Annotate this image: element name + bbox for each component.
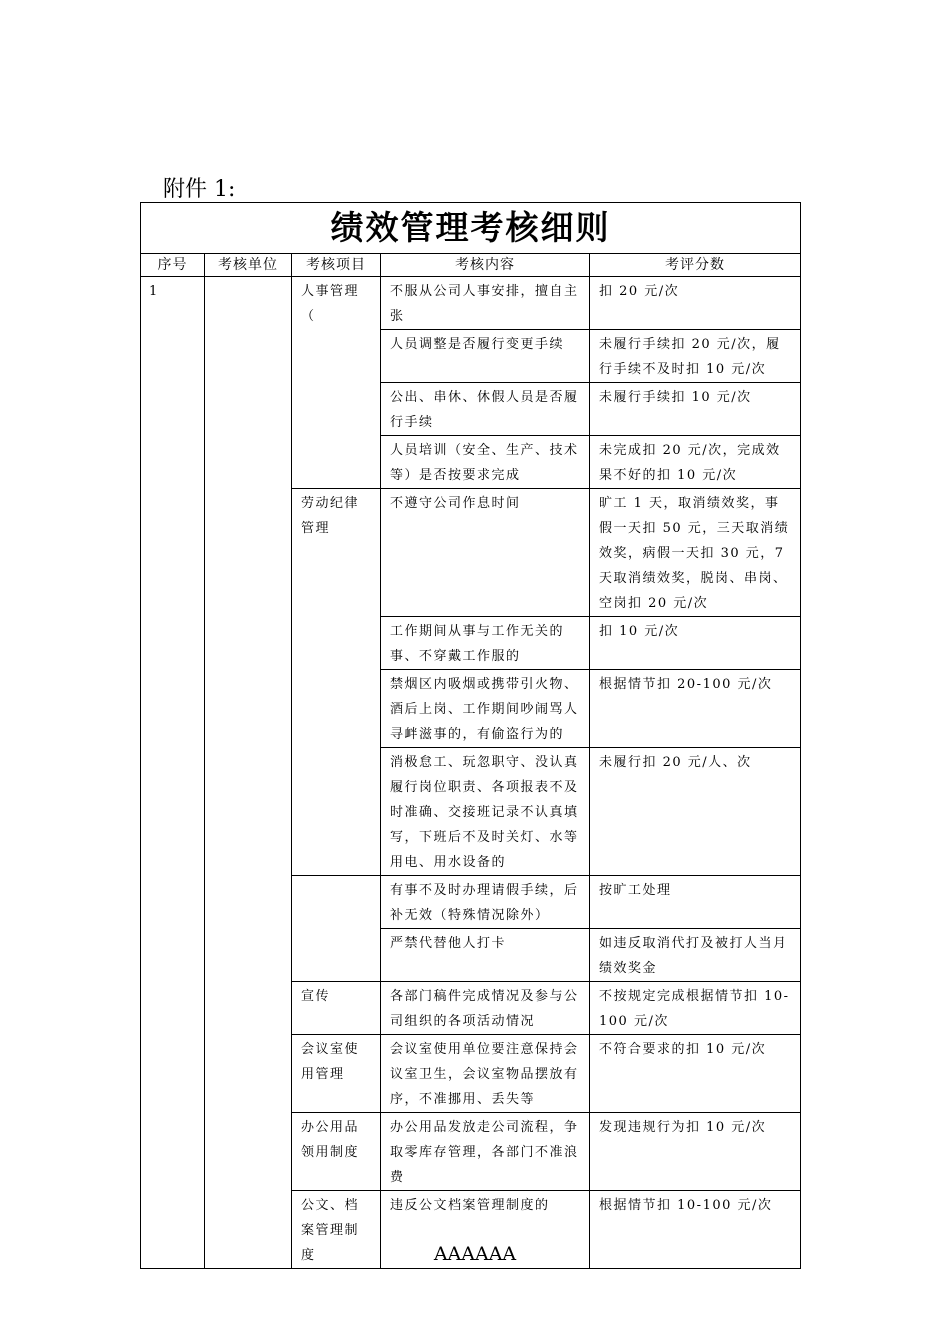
score-cell: 不符合要求的扣 10 元/次 xyxy=(590,1035,801,1113)
content-cell: 工作期间从事与工作无关的事、不穿戴工作服的 xyxy=(381,617,590,670)
content-cell: 人员培训（安全、生产、技术等）是否按要求完成 xyxy=(381,436,590,489)
score-cell: 未履行手续扣 20 元/次，履行手续不及时扣 10 元/次 xyxy=(590,330,801,383)
header-content: 考核内容 xyxy=(381,254,590,277)
score-cell: 未履行手续扣 10 元/次 xyxy=(590,383,801,436)
score-cell: 根据情节扣 10-100 元/次 xyxy=(590,1191,801,1269)
content-cell: 不遵守公司作息时间 xyxy=(381,489,590,617)
score-cell: 不按规定完成根据情节扣 10-100 元/次 xyxy=(590,982,801,1035)
item-cell: 公文、档案管理制度 xyxy=(292,1191,381,1269)
header-seq: 序号 xyxy=(141,254,205,277)
attachment-label: 附件 1: xyxy=(163,177,236,202)
score-cell: 根据情节扣 20-100 元/次 xyxy=(590,670,801,748)
score-cell: 未完成扣 20 元/次，完成效果不好的扣 10 元/次 xyxy=(590,436,801,489)
content-cell: 会议室使用单位要注意保持会议室卫生，会议室物品摆放有序，不准挪用、丢失等 xyxy=(381,1035,590,1113)
content-cell: 公出、串休、休假人员是否履行手续 xyxy=(381,383,590,436)
item-cell: 人事管理（ xyxy=(292,277,381,489)
table-header-row xyxy=(141,254,801,277)
content-cell: 人员调整是否履行变更手续 xyxy=(381,330,590,383)
score-cell: 未履行扣 20 元/人、次 xyxy=(590,748,801,876)
table-row xyxy=(141,277,801,330)
content-cell: 禁烟区内吸烟或携带引火物、酒后上岗、工作期间吵闹骂人寻衅滋事的，有偷盗行为的 xyxy=(381,670,590,748)
score-cell: 旷工 1 天，取消绩效奖，事假一天扣 50 元，三天取消绩效奖，病假一天扣 30 元，7 天取消绩效奖，脱岗、串岗、空岗扣 20 元/次 xyxy=(590,489,801,617)
score-cell: 按旷工处理 xyxy=(590,876,801,929)
content-cell: 不服从公司人事安排，擅自主张 xyxy=(381,277,590,330)
table-title: 绩效管理考核细则 xyxy=(141,203,801,254)
score-cell: 扣 10 元/次 xyxy=(590,617,801,670)
seq-cell: 1 xyxy=(141,277,205,1269)
content-cell: 办公用品发放走公司流程，争取零库存管理，各部门不准浪费 xyxy=(381,1113,590,1191)
content-cell: 严禁代替他人打卡 xyxy=(381,929,590,982)
header-unit: 考核单位 xyxy=(205,254,292,277)
item-cell: 会议室使用管理 xyxy=(292,1035,381,1113)
content-cell: 有事不及时办理请假手续，后补无效（特殊情况除外） xyxy=(381,876,590,929)
header-score: 考评分数 xyxy=(590,254,801,277)
item-cell: 劳动纪律管理 xyxy=(292,489,381,876)
score-cell: 扣 20 元/次 xyxy=(590,277,801,330)
header-item: 考核项目 xyxy=(292,254,381,277)
score-cell: 发现违规行为扣 10 元/次 xyxy=(590,1113,801,1191)
content-cell: 各部门稿件完成情况及参与公司组织的各项活动情况 xyxy=(381,982,590,1035)
item-cell: 办公用品领用制度 xyxy=(292,1113,381,1191)
assessment-table xyxy=(140,202,801,1269)
unit-cell xyxy=(205,277,292,1269)
footer-text: AAAAAA xyxy=(433,1243,517,1265)
item-cell xyxy=(292,876,381,982)
item-cell: 宣传 xyxy=(292,982,381,1035)
score-cell: 如违反取消代打及被打人当月绩效奖金 xyxy=(590,929,801,982)
content-cell: 消极怠工、玩忽职守、没认真履行岗位职责、各项报表不及时准确、交接班记录不认真填写，下班后不及时关灯、水等用电、用水设备的 xyxy=(381,748,590,876)
content-cell: 违反公文档案管理制度的 xyxy=(381,1191,590,1269)
